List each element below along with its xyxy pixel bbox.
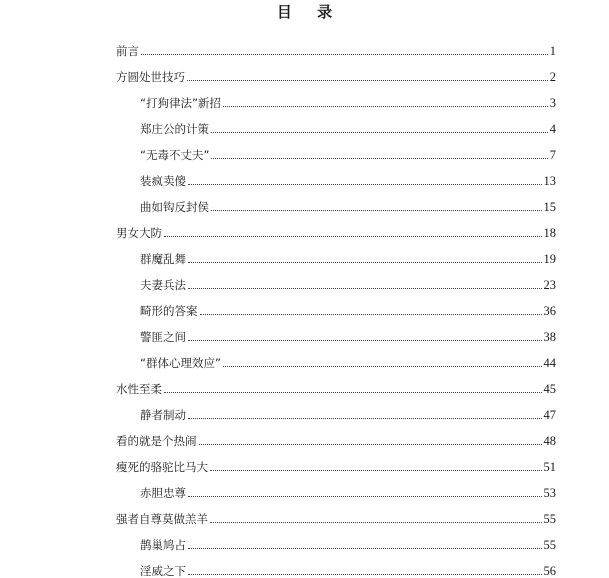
toc-entry[interactable] (116, 370, 556, 396)
toc-entry-label: 警匪之间 (140, 330, 186, 344)
toc-entry-label: 方圆处世技巧 (116, 70, 185, 84)
toc-entry-label: 赤胆忠尊 (140, 486, 186, 500)
dot-leader (187, 80, 548, 81)
dot-leader (199, 444, 542, 445)
toc-list (116, 32, 556, 578)
toc-entry-page-number: 18 (543, 226, 556, 240)
toc-entry-label: 群魔乱舞 (140, 252, 186, 266)
toc-entry-page-number: 38 (543, 330, 556, 344)
toc-entry[interactable] (116, 500, 556, 526)
toc-entry-page-number: 47 (543, 408, 556, 422)
toc-entry-label: “打狗律法”新招 (140, 96, 221, 110)
toc-entry-page-number: 4 (549, 122, 556, 136)
toc-entry[interactable] (116, 526, 556, 552)
dot-leader (164, 236, 542, 237)
toc-entry-page-number: 1 (549, 44, 556, 58)
dot-leader (188, 418, 542, 419)
dot-leader (210, 522, 542, 523)
toc-entry-label: 夫妻兵法 (140, 278, 186, 292)
dot-leader (188, 262, 542, 263)
toc-entry-page-number: 19 (543, 252, 556, 266)
toc-entry-label: 淫威之下 (140, 564, 186, 578)
toc-entry[interactable] (116, 136, 556, 162)
dot-leader (188, 496, 542, 497)
toc-entry-label: 前言 (116, 44, 139, 58)
toc-entry-page-number: 55 (543, 512, 556, 526)
toc-entry[interactable] (116, 110, 556, 136)
dot-leader (188, 288, 542, 289)
dot-leader (211, 132, 548, 133)
toc-entry-label: 畸形的答案 (140, 304, 198, 318)
toc-entry[interactable] (116, 58, 556, 84)
toc-entry-page-number: 23 (543, 278, 556, 292)
toc-entry-label: 瘦死的骆驼比马大 (116, 460, 208, 474)
toc-entry-page-number: 2 (549, 70, 556, 84)
toc-entry-page-number: 3 (549, 96, 556, 110)
dot-leader (188, 184, 542, 185)
toc-entry-page-number: 51 (543, 460, 556, 474)
dot-leader (141, 54, 548, 55)
toc-entry-page-number: 13 (543, 174, 556, 188)
toc-entry-label: 静者制动 (140, 408, 186, 422)
toc-entry[interactable] (116, 32, 556, 58)
toc-entry-page-number: 36 (543, 304, 556, 318)
toc-entry-page-number: 44 (543, 356, 556, 370)
toc-entry-page-number: 53 (543, 486, 556, 500)
toc-entry-label: 郑庄公的计策 (140, 122, 209, 136)
toc-entry[interactable] (116, 162, 556, 188)
dot-leader (223, 106, 548, 107)
toc-entry-page-number: 48 (543, 434, 556, 448)
toc-entry[interactable] (116, 474, 556, 500)
toc-entry[interactable] (116, 214, 556, 240)
toc-entry-label: 鹊巢鸠占 (140, 538, 186, 552)
toc-entry[interactable] (116, 344, 556, 370)
toc-entry[interactable] (116, 448, 556, 474)
toc-entry-page-number: 7 (549, 148, 556, 162)
toc-entry[interactable] (116, 84, 556, 110)
toc-entry[interactable] (116, 552, 556, 578)
toc-entry-label: 装疯卖傻 (140, 174, 186, 188)
toc-entry-page-number: 56 (543, 564, 556, 578)
toc-entry[interactable] (116, 292, 556, 318)
dot-leader (164, 392, 542, 393)
toc-entry[interactable] (116, 318, 556, 344)
toc-entry-label: 男女大防 (116, 226, 162, 240)
toc-entry[interactable] (116, 396, 556, 422)
page-title: 目 录 (276, 3, 343, 21)
toc-entry[interactable] (116, 240, 556, 266)
toc-entry-label: 强者自尊莫做羔羊 (116, 512, 208, 526)
dot-leader (188, 548, 542, 549)
dot-leader (210, 470, 542, 471)
toc-entry-page-number: 15 (543, 200, 556, 214)
toc-entry-label: “无毒不丈夫” (140, 148, 210, 162)
toc-entry-page-number: 55 (543, 538, 556, 552)
toc-entry-label: 水性至柔 (116, 382, 162, 396)
dot-leader (188, 574, 542, 575)
toc-entry-label: “群体心理效应” (140, 356, 221, 370)
dot-leader (211, 210, 542, 211)
toc-entry-label: 看的就是个热闹 (116, 434, 197, 448)
toc-entry[interactable] (116, 188, 556, 214)
toc-entry[interactable] (116, 422, 556, 448)
dot-leader (200, 314, 542, 315)
dot-leader (223, 366, 542, 367)
dot-leader (211, 158, 547, 159)
toc-entry[interactable] (116, 266, 556, 292)
toc-entry-page-number: 45 (543, 382, 556, 396)
dot-leader (188, 340, 542, 341)
toc-entry-label: 曲如钩反封侯 (140, 200, 209, 214)
